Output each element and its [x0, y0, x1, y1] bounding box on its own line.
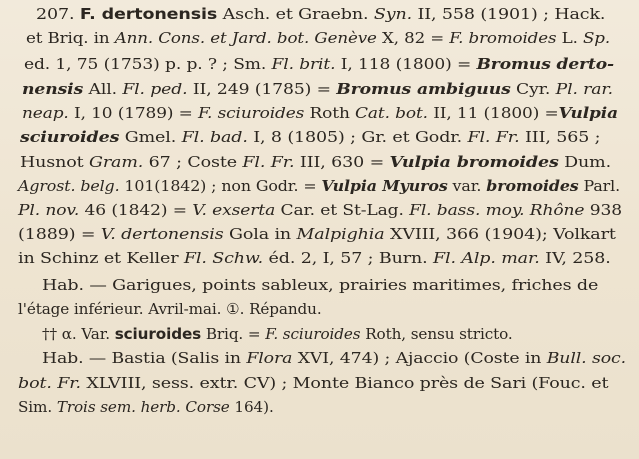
text-run: Cyr.	[510, 80, 556, 98]
text-run: L.	[556, 29, 583, 47]
text-run: Roth, sensu stricto.	[360, 325, 513, 343]
text-run: Syn.	[373, 5, 413, 23]
text-run: XLVIII, sess. extr. CV) ; Monte Bianco près de Sari (Fouc. et	[80, 374, 609, 392]
text-run: Bull. soc.	[546, 349, 626, 367]
text-run: Fl. bad.	[181, 128, 248, 146]
text-run: var.	[447, 177, 487, 195]
text-run: 207.	[36, 5, 80, 23]
text-run: Gram.	[88, 153, 144, 171]
text-run: (1889) =	[18, 225, 101, 243]
text-run: 101(1842) ; non Godr. =	[119, 177, 322, 195]
text-run: Hab. — Bastia (Salis in	[42, 349, 247, 367]
text-run: II, 249 (1785) =	[187, 80, 337, 98]
text-run: Pl. rar.	[555, 80, 614, 98]
text-run: V. dertonensis	[100, 225, 224, 243]
text-run: F. dertonensis	[79, 5, 218, 23]
text-line	[0, 199, 639, 221]
text-line	[0, 247, 639, 269]
text-line	[0, 347, 639, 369]
text-run: Bromus derto-	[476, 55, 615, 73]
text-run: F. sciuroides	[265, 325, 361, 343]
text-run: Asch. et Graebn.	[217, 5, 374, 23]
text-run: XVIII, 366 (1904); Volkart	[384, 225, 616, 243]
text-run: 46 (1842) =	[79, 201, 193, 219]
text-run: III, 565 ;	[519, 128, 601, 146]
text-run: Vulpia bromoides	[389, 153, 559, 171]
text-run: nensis	[22, 80, 84, 98]
text-line	[0, 298, 639, 320]
text-run: Dum.	[558, 153, 612, 171]
text-run: III, 630 =	[294, 153, 390, 171]
text-run: F. sciuroides	[198, 104, 305, 122]
text-run: Fl. brit.	[271, 55, 336, 73]
text-run: Car. et St-Lag.	[275, 201, 410, 219]
text-run: All.	[83, 80, 123, 98]
text-run: Parl.	[578, 177, 621, 195]
text-line	[0, 78, 639, 100]
text-line	[0, 53, 639, 75]
text-run: V. exserta	[192, 201, 276, 219]
text-run: XVI, 474) ; Ajaccio (Coste in	[292, 349, 547, 367]
text-line	[0, 223, 639, 245]
text-run: Sim.	[18, 398, 57, 416]
text-run: I, 8 (1805) ; Gr. et Godr.	[247, 128, 468, 146]
text-run: Ann. Cons. et Jard. bot. Genève	[114, 29, 377, 47]
text-run: éd. 2, I, 57 ; Burn.	[263, 249, 433, 267]
text-run: ed. 1, 75 (1753) p. p. ? ; Sm.	[24, 55, 272, 73]
text-run: sciuroides	[114, 325, 202, 343]
text-run: 67 ; Coste	[143, 153, 243, 171]
text-run: F. bromoides	[449, 29, 557, 47]
text-run: Vulpia	[558, 104, 618, 122]
text-line	[0, 27, 639, 49]
text-run: Agrost. belg.	[18, 177, 120, 195]
text-line	[0, 372, 639, 394]
text-run: bot. Fr.	[18, 374, 81, 392]
text-run: Fl. Schw.	[183, 249, 264, 267]
text-line	[0, 175, 639, 197]
text-run: IV, 258.	[539, 249, 611, 267]
text-run: bromoides	[486, 177, 579, 195]
text-run: Briq. =	[201, 325, 266, 343]
text-run: 164).	[229, 398, 274, 416]
text-run: Fl. Fr.	[242, 153, 295, 171]
text-run: Pl. nov.	[18, 201, 80, 219]
text-line	[0, 396, 639, 418]
text-line	[0, 3, 639, 25]
text-run: Sp.	[582, 29, 611, 47]
text-run: I, 10 (1789) =	[68, 104, 199, 122]
text-run: Roth	[304, 104, 356, 122]
text-run: I, 118 (1800) =	[335, 55, 477, 73]
text-run: 938	[584, 201, 622, 219]
text-run: Fl. Alp. mar.	[432, 249, 540, 267]
text-run: Malpighia	[296, 225, 385, 243]
text-run: II, 11 (1800) =	[427, 104, 559, 122]
text-run: Fl. ped.	[122, 80, 188, 98]
text-run: neap.	[22, 104, 69, 122]
text-run: †† α. Var.	[42, 325, 115, 343]
text-run: Hab. — Garigues, points sableux, prairies maritimes, friches de	[42, 276, 599, 294]
text-run: Vulpia Myuros	[321, 177, 448, 195]
text-line	[0, 274, 639, 296]
text-run: Husnot	[20, 153, 89, 171]
text-run: l'étage inférieur. Avril-mai. ①. Répandu.	[18, 300, 322, 318]
text-line	[0, 102, 639, 124]
text-run: in Schinz et Keller	[18, 249, 184, 267]
text-line	[0, 323, 639, 345]
text-run: Gola in	[223, 225, 297, 243]
text-run: II, 558 (1901) ; Hack.	[412, 5, 606, 23]
text-run: Bromus ambiguus	[336, 80, 511, 98]
text-run: Trois sem. herb. Corse	[56, 398, 230, 416]
text-run: Flora	[246, 349, 293, 367]
text-run: Fl. bass. moy. Rhône	[409, 201, 585, 219]
text-run: Fl. Fr.	[467, 128, 520, 146]
text-run: sciuroides	[20, 128, 120, 146]
text-run: et Briq. in	[26, 29, 115, 47]
text-line	[0, 126, 639, 148]
text-run: Gmel.	[119, 128, 182, 146]
text-line	[0, 151, 639, 173]
text-run: X, 82 =	[376, 29, 450, 47]
text-run: Cat. bot.	[355, 104, 428, 122]
